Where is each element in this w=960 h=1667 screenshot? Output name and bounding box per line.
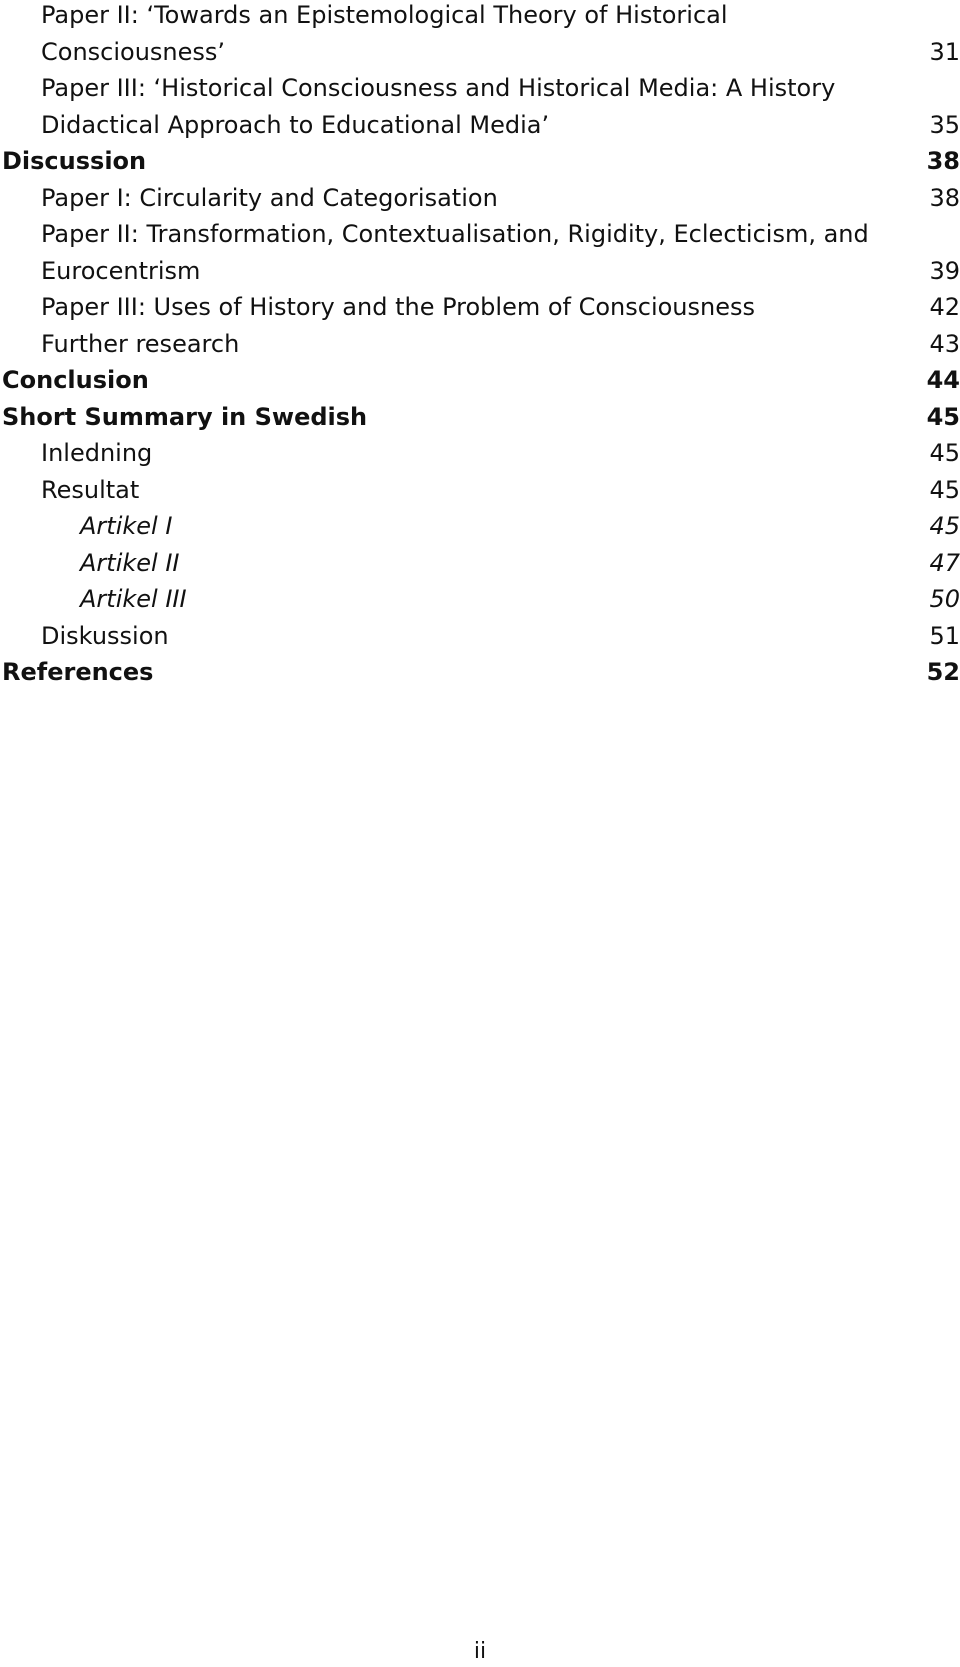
toc-heading-title: References bbox=[2, 658, 154, 686]
toc-heading-title: Short Summary in Swedish bbox=[2, 402, 368, 431]
toc-subentry-title: Artikel II bbox=[80, 548, 180, 577]
toc-entry-title: Paper III: ‘Historical Consciousness and Historical Media: A History bbox=[41, 74, 836, 102]
toc-entry-page: 43 bbox=[929, 329, 960, 358]
toc-entry-title: Paper I: Circularity and Categorisation bbox=[41, 183, 498, 212]
toc-entry-title: Inledning bbox=[41, 439, 153, 467]
toc-entry-title: Paper III: Uses of History and the Problem of Consciousness bbox=[41, 293, 755, 321]
toc-heading-title: Discussion bbox=[2, 147, 147, 175]
toc-heading-title: Conclusion bbox=[2, 366, 149, 394]
toc-entry-page: 45 bbox=[929, 439, 960, 467]
toc-entry-title: Eurocentrism bbox=[41, 256, 201, 285]
toc-entry-page: 39 bbox=[929, 256, 960, 285]
toc-entry-title: Paper II: Transformation, Contextualisation, Rigidity, Eclecticism, and bbox=[41, 220, 869, 248]
toc-entry-page: 31 bbox=[929, 37, 960, 66]
toc-entry-title: Resultat bbox=[41, 475, 140, 504]
toc-heading-page: 44 bbox=[926, 366, 960, 394]
toc-subentry-page: 50 bbox=[929, 585, 960, 613]
toc-subentry-title: Artikel I bbox=[80, 512, 173, 540]
toc-entry-page: 42 bbox=[929, 293, 960, 321]
toc-entry-title: Further research bbox=[41, 329, 240, 358]
toc-heading-page: 52 bbox=[926, 658, 960, 686]
toc-heading-page: 38 bbox=[926, 147, 960, 175]
toc-subentry-title: Artikel III bbox=[80, 585, 187, 613]
toc-subentry-page: 45 bbox=[929, 512, 960, 540]
toc-entry-title: Didactical Approach to Educational Media’ bbox=[41, 110, 550, 139]
toc-entry-title: Diskussion bbox=[41, 621, 169, 650]
toc-entry-page: 51 bbox=[929, 621, 960, 650]
page-number: ii bbox=[473, 1639, 487, 1664]
toc-entry-title: Consciousness’ bbox=[41, 37, 226, 66]
toc-heading-page: 45 bbox=[926, 402, 960, 431]
toc-entry-page: 38 bbox=[929, 183, 960, 212]
toc-entry-title: Paper II: ‘Towards an Epistemological Theory of Historical bbox=[41, 1, 728, 29]
toc-entry-page: 35 bbox=[929, 110, 960, 139]
toc-entry-page: 45 bbox=[929, 475, 960, 504]
toc-subentry-page: 47 bbox=[929, 548, 960, 577]
